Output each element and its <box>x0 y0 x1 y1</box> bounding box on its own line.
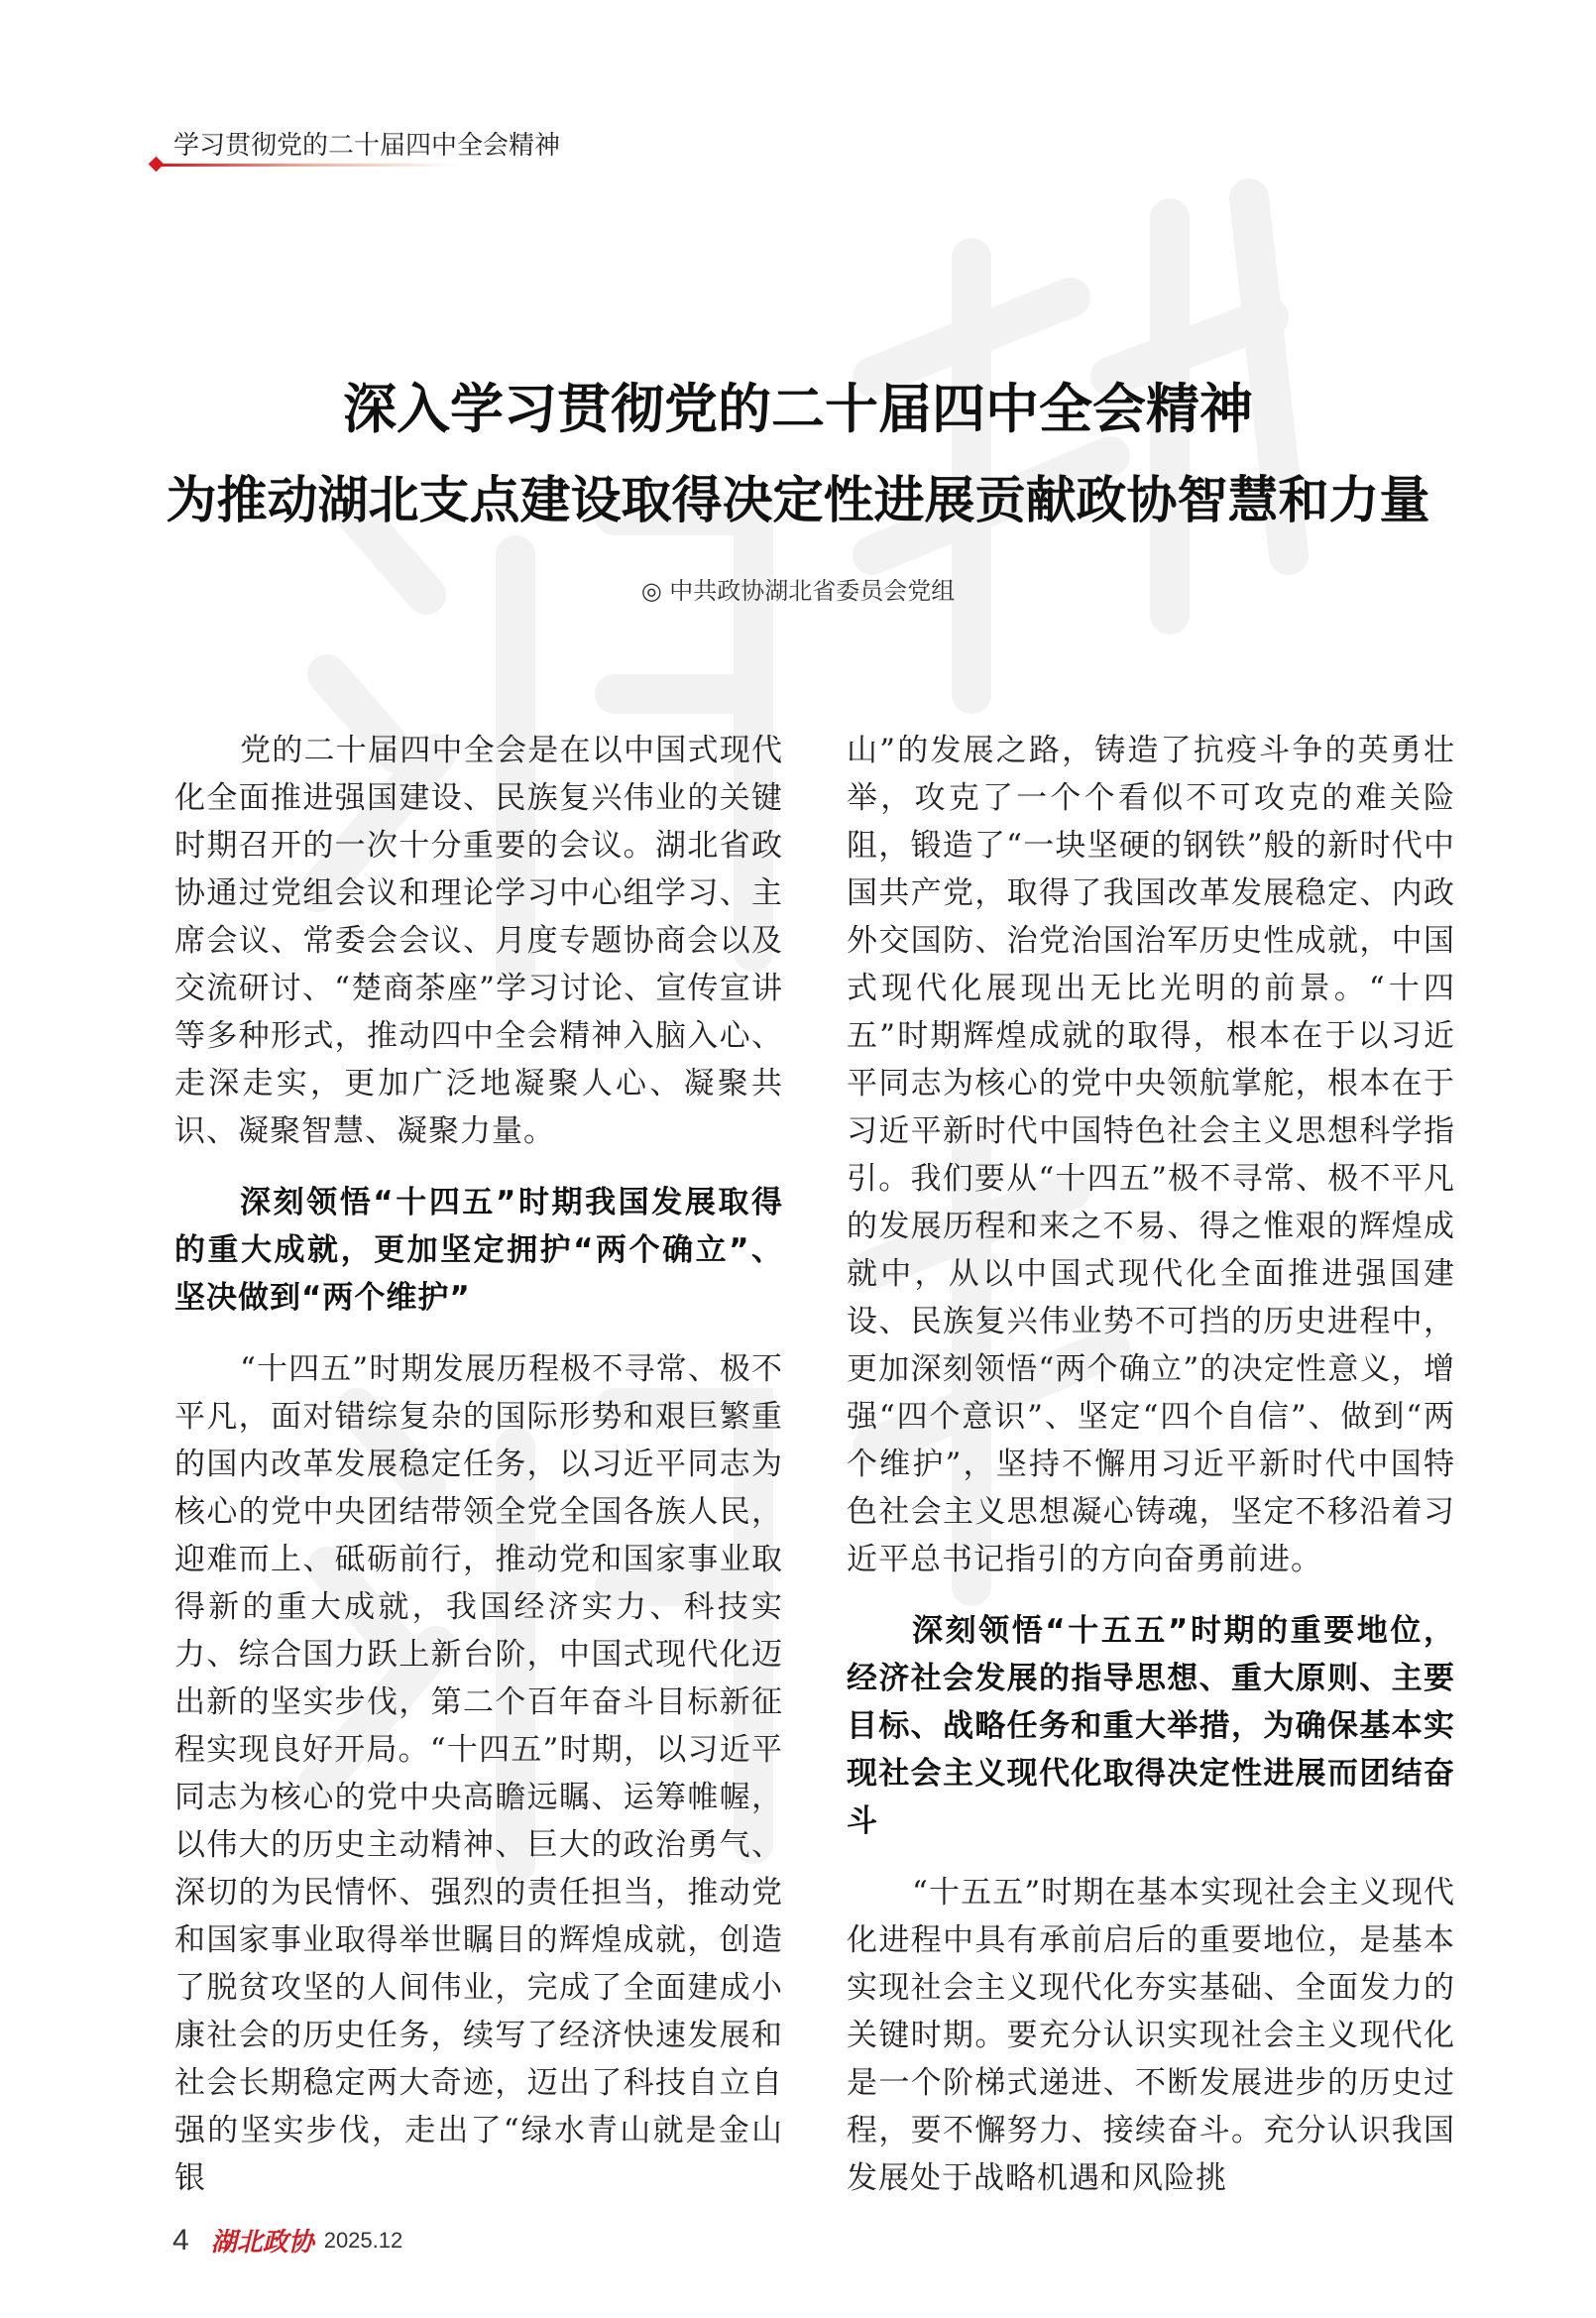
page-footer <box>172 2222 1596 2259</box>
magazine-logo: 湖北政协 <box>210 2228 314 2258</box>
article-title-line1: 深入学习贯彻党的二十届四中全会精神 <box>343 377 1253 440</box>
section-heading: 深刻领悟“十四五”时期我国发展取得的重大成就，更加坚定拥护“两个确立”、坚决做到“两个维护” <box>174 1185 783 1316</box>
paragraph: “十五五”时期在基本实现社会主义现代化进程中具有承前启后的重要地位，是基本实现社会主义现代化夯实基础、全面发力的关键时期。要充分认识实现社会主义现代化是一个阶梯式递进、不断发展进步的历史过程，要不懈努力、接续奋斗。充分认识我国发展处于战略机遇和风险挑 <box>847 1875 1455 2196</box>
left-column <box>174 727 783 2202</box>
paragraph: “十四五”时期发展历程极不寻常、极不平凡，面对错综复杂的国际形势和艰巨繁重的国内改革发展稳定任务，以习近平同志为核心的党中央团结带领全党全国各族人民，迎难而上、砥砺前行，推动党和国家事业取得新的重大成就，我国经济实力、科技实力、综合国力跃上新台阶，中国式现代化迈出新的坚实步伐，第二个百年奋斗目标新征程实现良好开局。“十四五”时期，以习近平同志为核心的党中央高瞻远瞩、运筹帷幄，以伟大的历史主动精神、巨大的政治勇气、深切的为民情怀、强烈的责任担当，推动党和国家事业取得举世瞩目的辉煌成就，创造了脱贫攻坚的人间伟业，完成了全面建成小康社会的历史任务，续写了经济快速发展和社会长期稳定两大奇迹，迈出了科技自立自强的坚实步伐，走出了“绿水青山就是金山银 <box>174 1351 783 2196</box>
right-column <box>847 727 1455 2202</box>
issue-date: 2025.12 <box>323 2227 403 2253</box>
paragraph: 山”的发展之路，铸造了抗疫斗争的英勇壮举，攻克了一个个看似不可攻克的难关险阻，锻造了“一块坚硬的钢铁”般的新时代中国共产党，取得了我国改革发展稳定、内政外交国防、治党治国治军历史性成就，中国式现代化展现出无比光明的前景。“十四五”时期辉煌成就的取得，根本在于以习近平同志为核心的党中央领航掌舵，根本在于习近平新时代中国特色社会主义思想科学指引。我们要从“十四五”极不寻常、极不平凡的发展历程和来之不易、得之惟艰的辉煌成就中，从以中国式现代化全面推进强国建设、民族复兴伟业势不可挡的历史进程中，更加深刻领悟“两个确立”的决定性意义，增强“四个意识”、坚定“四个自信”、做到“两个维护”，坚持不懈用习近平新时代中国特色社会主义思想凝心铸魂，坚定不移沿着习近平总书记指引的方向奋勇前进。 <box>847 733 1455 1577</box>
article-title-line2: 为推动湖北支点建设取得决定性进展贡献政协智慧和力量 <box>166 471 1430 530</box>
page-number: 4 <box>172 2223 189 2257</box>
section-heading: 深刻领悟“十五五”时期的重要地位，经济社会发展的指导思想、重大原则、主要目标、战略任务和重大举措，为确保基本实现社会主义现代化取得决定性进展而团结奋斗 <box>847 1613 1455 1839</box>
article-body <box>174 0 1455 2202</box>
section-header: 学习贯彻党的二十届四中全会精神 <box>173 131 561 161</box>
paragraph: 党的二十届四中全会是在以中国式现代化全面推进强国建设、民族复兴伟业的关键时期召开的一次十分重要的会议。湖北省政协通过党组会议和理论学习中心组学习、主席会议、常委会会议、月度专题协商会以及交流研讨、“楚商茶座”学习讨论、宣传宣讲等多种形式，推动四中全会精神入脑入心、走深走实，更加广泛地凝聚人心、凝聚共识、凝聚智慧、凝聚力量。 <box>174 733 783 1149</box>
article-author: ◎ 中共政协湖北省委员会党组 <box>640 577 956 605</box>
